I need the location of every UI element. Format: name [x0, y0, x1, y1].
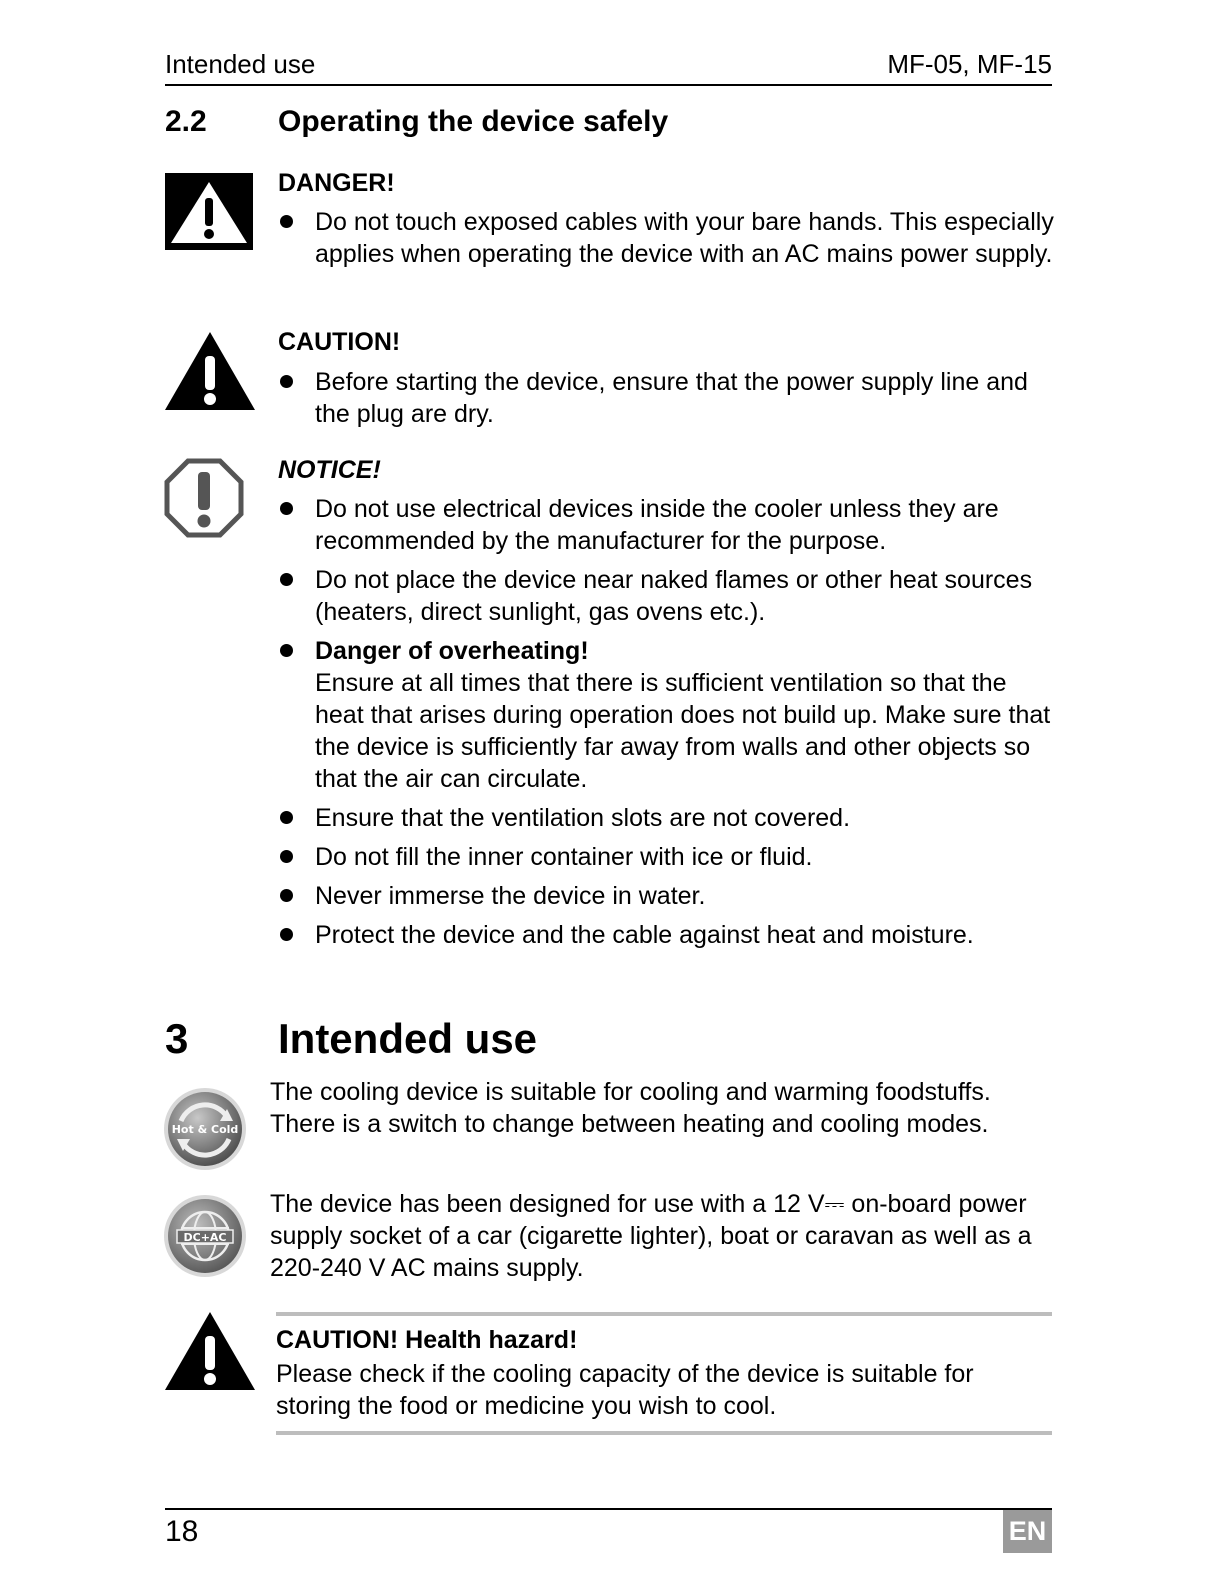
running-header-right: MF-05, MF-15	[887, 49, 1052, 79]
chapter-number: 3	[165, 1015, 189, 1062]
dc-ac-globe-icon	[163, 1194, 247, 1278]
section-title: Operating the device safely	[278, 105, 669, 138]
list-item: Do not fill the inner container with ice or fluid.	[278, 841, 1058, 873]
notice-label: NOTICE!	[278, 456, 381, 484]
health-caution-warning-icon	[165, 1312, 255, 1390]
health-caution-heading: CAUTION! Health hazard!	[276, 1326, 578, 1354]
section-number: 2.2	[165, 105, 207, 138]
notice-list	[278, 493, 1058, 958]
caution-list	[278, 366, 1058, 437]
danger-warning-icon	[165, 173, 253, 250]
notice-octagon-icon	[164, 458, 244, 538]
list-item: Before starting the device, ensure that the power supply line and the plug are dry.	[278, 366, 1058, 430]
svg-text:DC+AC: DC+AC	[183, 1231, 227, 1244]
page-number: 18	[165, 1515, 199, 1548]
item-heading: Danger of overheating!	[315, 637, 589, 665]
language-badge: EN	[1003, 1510, 1052, 1553]
danger-list	[278, 206, 1058, 277]
health-caution-box	[276, 1312, 1052, 1435]
list-item: Never immerse the device in water.	[278, 880, 1058, 912]
list-item: Protect the device and the cable against heat and moisture.	[278, 919, 1058, 951]
caution-warning-icon	[165, 332, 255, 410]
health-caution-text: Please check if the cooling capacity of the device is suitable for storing the food or medicine you wish to cool.	[276, 1360, 974, 1420]
intended-use-paragraph-1: The cooling device is suitable for cooling and warming foodstuffs. There is a switch to change between heating and cooling modes.	[270, 1078, 991, 1138]
list-item: Do not touch exposed cables with your bare hands. This especially applies when operating the device with an AC mains power supply.	[278, 206, 1058, 270]
footer-rule	[165, 1508, 1052, 1510]
chapter-title: Intended use	[278, 1015, 538, 1062]
caution-label: CAUTION!	[278, 328, 401, 356]
hot-cold-icon	[163, 1087, 247, 1171]
intended-use-paragraph-2: The device has been designed for use with a 12 V⎓ on-board power supply socket of a car (cigarette lighter), boat or caravan as well as a 220-240 V AC mains supply.	[270, 1190, 1032, 1282]
list-item: Do not use electrical devices inside the cooler unless they are recommended by the manufacturer for the purpose.	[278, 493, 1058, 557]
list-item: Do not place the device near naked flames or other heat sources (heaters, direct sunlight, gas ovens etc.).	[278, 564, 1058, 628]
danger-label: DANGER!	[278, 169, 395, 197]
running-header-left: Intended use	[165, 49, 316, 79]
list-item: Ensure that the ventilation slots are not covered.	[278, 802, 1058, 834]
svg-text:Hot & Cold: Hot & Cold	[171, 1123, 239, 1136]
header-rule	[165, 84, 1052, 86]
list-item: Danger of overheating! Ensure at all times that there is sufficient ventilation so that the heat that arises during operation does not build up. Make sure that the device is sufficiently far away from walls and other objects so that the air can circulate.	[278, 635, 1058, 795]
